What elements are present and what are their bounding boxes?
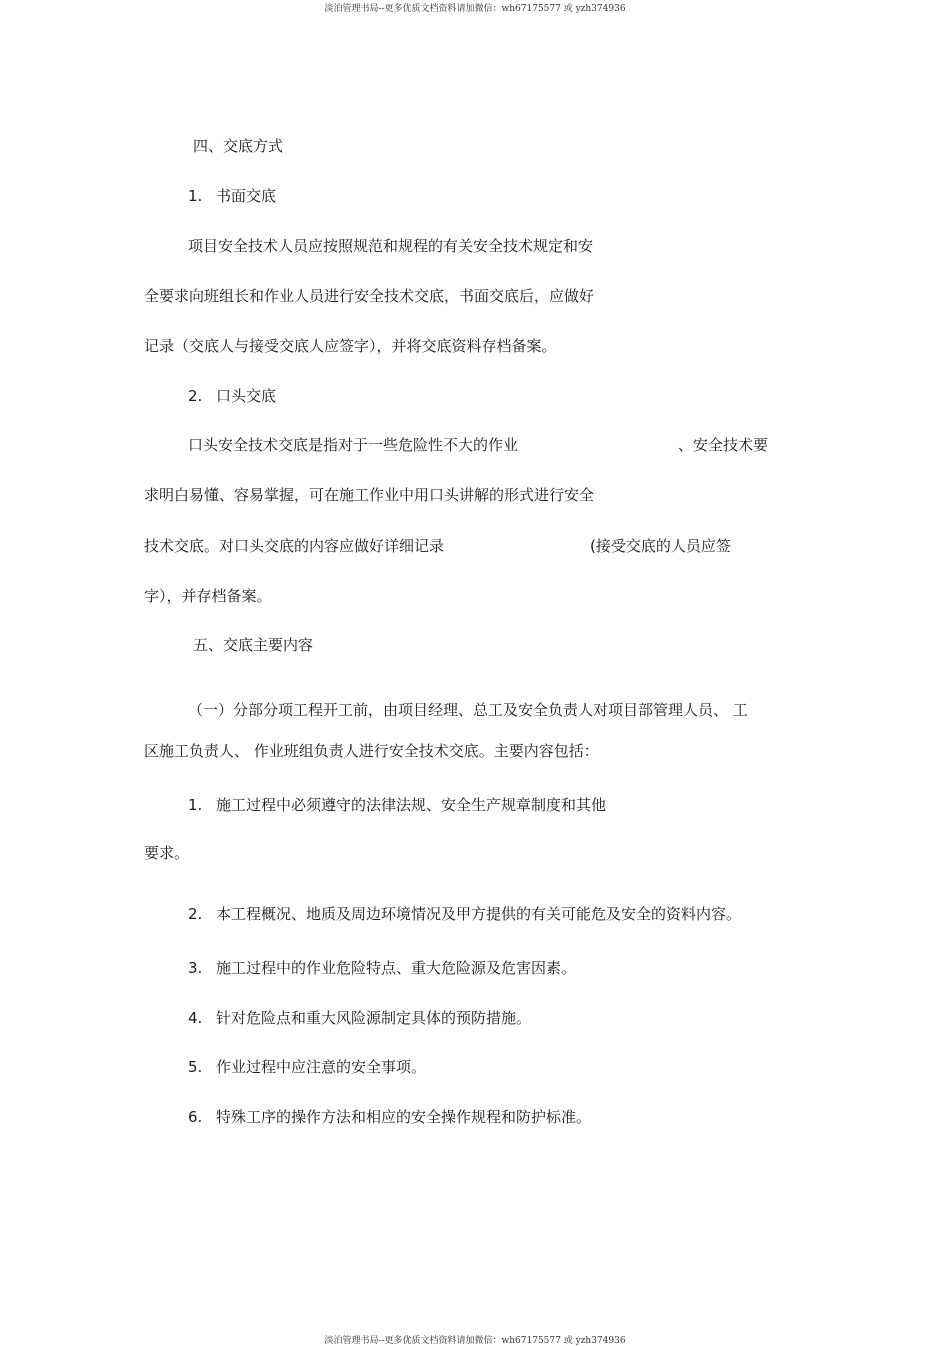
list-item — [188, 1008, 531, 1028]
list-item-oral-briefing — [188, 386, 276, 406]
list-item — [188, 795, 606, 815]
item-number: 3. — [188, 959, 203, 977]
item-text: 本工程概况、地质及周边环境情况及甲方提供的有关可能危及安全的资料内容。 — [216, 905, 742, 923]
item-text: 作业过程中应注意的安全事项。 — [216, 1058, 427, 1076]
paragraph-line: 区施工负责人、 作业班组负责人进行安全技术交底。主要内容包括： — [144, 742, 599, 760]
item-text: 施工过程中的作业危险特点、重大危险源及危害因素。 — [216, 959, 577, 977]
paragraph-line: 全要求向班组长和作业人员进行安全技术交底，书面交底后，应做好 — [144, 287, 595, 305]
section-heading-5: 五、交底主要内容 — [193, 636, 314, 654]
item-number: 2. — [188, 905, 203, 923]
item-number: 4. — [188, 1009, 203, 1027]
paragraph-line-part: 、安全技术要 — [678, 436, 769, 454]
page-header-watermark: 淡泊管理书局--更多优质文档资料请加微信：wh67175577 或 yzh374936 — [324, 4, 626, 14]
paragraph-line: （一）分部分项工程开工前，由项目经理、总工及安全负责人对项目部管理人员、 工 — [188, 701, 748, 719]
list-item-continuation: 要求。 — [144, 844, 190, 862]
item-number: 1. — [188, 796, 203, 814]
list-item — [188, 958, 576, 978]
item-title: 口头交底 — [216, 387, 277, 405]
item-title: 书面交底 — [216, 187, 277, 205]
item-number: 6. — [188, 1108, 203, 1126]
item-number: 5. — [188, 1058, 203, 1076]
item-text: 特殊工序的操作方法和相应的安全操作规程和防护标准。 — [216, 1108, 592, 1126]
paragraph-line-part: 口头安全技术交底是指对于一些危险性不大的作业 — [188, 436, 519, 454]
page-footer-watermark: 淡泊管理书局--更多优质文档资料请加微信：wh67175577 或 yzh374936 — [324, 1336, 626, 1346]
paragraph-line-part: (接受交底的人员应签 — [590, 537, 731, 555]
list-item — [188, 904, 741, 924]
list-item — [188, 1057, 426, 1077]
section-heading-4: 四、交底方式 — [193, 137, 284, 155]
paragraph-line: 项目安全技术人员应按照规范和规程的有关安全技术规定和安 — [188, 237, 594, 255]
list-item-written-briefing — [188, 186, 276, 206]
item-number: 2. — [188, 387, 203, 405]
paragraph-line: 求明白易懂、容易掌握，可在施工作业中用口头讲解的形式进行安全 — [144, 486, 595, 504]
paragraph-line: 字），并存档备案。 — [144, 587, 272, 605]
paragraph-line-part: 技术交底。对口头交底的内容应做好详细记录 — [144, 537, 445, 555]
item-text: 施工过程中必须遵守的法律法规、安全生产规章制度和其他 — [216, 796, 607, 814]
item-text: 针对危险点和重大风险源制定具体的预防措施。 — [216, 1009, 532, 1027]
item-number: 1. — [188, 187, 203, 205]
list-item — [188, 1107, 591, 1127]
paragraph-line: 记录（交底人与接受交底人应签字），并将交底资料存档备案。 — [144, 337, 557, 355]
